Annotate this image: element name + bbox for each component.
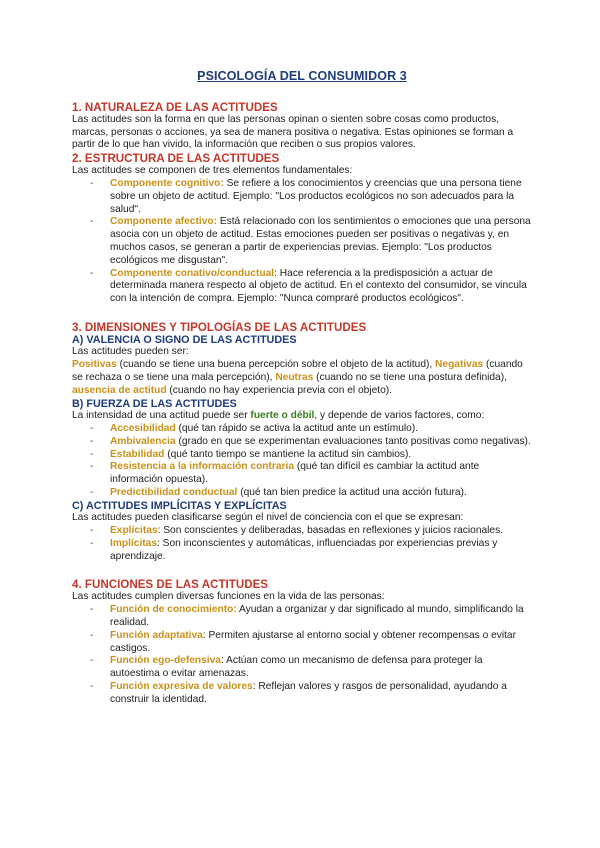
- intro-post: , y depende de varios factores, como:: [314, 410, 485, 422]
- section-3b-intro: [72, 410, 532, 423]
- section-4-heading: 4. FUNCIONES DE LAS ACTITUDES: [72, 578, 269, 592]
- list-item: - Función ego-defensiva: Actúan como un mecanismo de defensa para proteger la autoestima o evitar amenazas.: [90, 655, 483, 680]
- list-item-term: Estabilidad: [110, 448, 165, 460]
- list-item-text: : Reflejan valores y rasgos de personalidad, ayudando a construir la identidad.: [110, 680, 507, 705]
- list-item: - Implícitas: Son inconscientes y automáticas, influenciadas por experiencias previas y aprendizaje.: [90, 537, 498, 562]
- list-item: - Función adaptativa: Permiten ajustarse al entorno social y obtener recompensas o evitar castigos.: [90, 629, 516, 654]
- list-item-term: Accesibilidad: [110, 422, 176, 434]
- section-4-intro: Las actitudes cumplen diversas funciones en la vida de las personas:: [72, 591, 385, 603]
- section-2-heading: 2. ESTRUCTURA DE LAS ACTITUDES: [72, 152, 280, 166]
- list-item: - Ambivalencia (grado en que se experimentan evaluaciones tanto positivas como negativas).: [90, 435, 531, 447]
- list-item-term: Componente afectivo:: [110, 216, 217, 228]
- list-item: - Resistencia a la información contraria (qué tan difícil es cambiar la actitud ante información opuesta).: [90, 461, 480, 486]
- section-2-intro: Las actitudes se componen de tres elementos fundamentales:: [72, 165, 353, 177]
- list-item-term: Implícitas: [110, 537, 157, 549]
- list-item-term: Función adaptativa: [110, 629, 203, 641]
- list-item-text: : Permiten ajustarse al entorno social y obtener recompensas o evitar castigos.: [110, 629, 516, 654]
- section-3a-intro: Las actitudes pueden ser:: [72, 346, 189, 358]
- list-item: - Explícitas: Son conscientes y deliberadas, basadas en reflexiones y juicios racionales.: [90, 525, 504, 537]
- absence-text: (cuando no hay experiencia previa con el objeto).: [166, 384, 392, 396]
- absence-term: ausencia de actitud: [72, 384, 167, 396]
- list-item-term: Función de conocimiento:: [110, 604, 237, 616]
- list-item: - Componente afectivo: Está relacionado con los sentimientos o emociones que una persona asocia con un objeto de actitud. Estas emociones pueden ser positivas o negativas y, en muchos casos, se generan a partir de experiencias previas. Ejemplo: "Los productos ecológicos me disgustan".: [90, 216, 531, 266]
- negative-term: Negativas: [435, 359, 484, 371]
- section-4-list: [72, 604, 532, 706]
- negative-text: (cuando se rechaza o se tiene una mala percepción),: [72, 359, 523, 384]
- list-item-text: : Son conscientes y deliberadas, basadas en reflexiones y juicios racionales.: [157, 525, 504, 537]
- list-item-term: Predictibilidad conductual: [110, 486, 238, 498]
- strength-term: fuerte o débil: [250, 410, 315, 422]
- list-item-text: (qué tanto tiempo se mantiene la actitud sin cambios).: [164, 448, 412, 460]
- section-3a-text: [72, 359, 532, 397]
- list-item: - Componente cognitivo: Se refiere a los conocimientos y creencias que una persona tiene sobre un objeto de actitud. Ejemplo: "Los productos ecológicos no son adecuados para la salud".: [90, 177, 522, 215]
- list-item-term: Resistencia a la información contraria: [110, 461, 295, 473]
- list-item-term: Función expresiva de valores: [110, 680, 253, 692]
- list-item-text: : Son inconscientes y automáticas, influenciadas por experiencias previas y aprendizaje.: [110, 537, 498, 562]
- section-1-heading: 1. NATURALEZA DE LAS ACTITUDES: [72, 100, 278, 114]
- list-item-term: Ambivalencia: [110, 435, 176, 447]
- list-item-term: Función ego-defensiva: [110, 655, 221, 667]
- list-item-term: Componente cognitivo:: [110, 177, 224, 189]
- neutral-text: (cuando no se tiene una postura definida),: [313, 372, 507, 384]
- document-title: PSICOLOGÍA DEL CONSUMIDOR 3: [197, 69, 407, 83]
- list-item-text: Está relacionado con los sentimientos o emociones que una persona asocia con un objeto de actitud. Estas emociones pueden ser positivas o negativas y, en muchos casos, se generan a partir de experiencias previas. Ejemplo: "Los productos ecológicos me disgustan".: [110, 216, 531, 266]
- section-1-text: Las actitudes son la forma en que las personas opinan o sienten sobre cosas como productos, marcas, personas o acciones, ya sea de manera positiva o negativa. Estas opiniones se forman a partir de lo que han vivido, la información que reciben o sus propios valores.: [72, 113, 514, 151]
- section-2-list: [72, 178, 532, 306]
- document-page: [72, 70, 532, 707]
- list-item-term: Explícitas: [110, 525, 158, 537]
- section-3b-heading: B) FUERZA DE LAS ACTITUDES: [72, 397, 237, 410]
- list-item-term: Componente conativo/conductual: [110, 267, 275, 279]
- list-item-text: (grado en que se experimentan evaluaciones tanto positivas como negativas).: [175, 435, 531, 447]
- list-item-text: (qué tan bien predice la actitud una acción futura).: [237, 486, 467, 498]
- positive-text: (cuando se tiene una buena percepción sobre el objeto de la actitud),: [116, 359, 436, 371]
- list-item-text: : Actúan como un mecanismo de defensa para proteger la autoestima o evitar amenazas.: [110, 655, 483, 680]
- list-item: - Accesibilidad (qué tan rápido se activa la actitud ante un estímulo).: [90, 422, 419, 434]
- list-item-text: (qué tan rápido se activa la actitud ante un estímulo).: [175, 422, 419, 434]
- section-3a-heading: A) VALENCIA O SIGNO DE LAS ACTITUDES: [72, 333, 297, 346]
- list-item: - Componente conativo/conductual: Hace referencia a la predisposición a actuar de determinada manera respecto al objeto de actitud. En el contexto del consumidor, se vincula con la intención de compra. Ejemplo: "Nunca compraré productos ecológicos".: [90, 267, 527, 305]
- section-3b-list: [72, 423, 532, 500]
- list-item: - Predictibilidad conductual (qué tan bien predice la actitud una acción futura).: [90, 486, 467, 498]
- list-item: - Función expresiva de valores: Reflejan valores y rasgos de personalidad, ayudando a construir la identidad.: [90, 680, 507, 705]
- positive-term: Positivas: [72, 359, 117, 371]
- section-3c-heading: C) ACTITUDES IMPLÍCITAS Y EXPLÍCITAS: [72, 499, 287, 512]
- list-item-text: (qué tan difícil es cambiar la actitud ante información opuesta).: [110, 461, 480, 486]
- list-item: - Función de conocimiento: Ayudan a organizar y dar significado al mundo, simplificando la realidad.: [90, 604, 524, 628]
- section-3c-intro: Las actitudes pueden clasificarse según el nivel de conciencia con el que se expresan:: [72, 512, 464, 524]
- section-3c-list: [72, 525, 532, 563]
- list-item-text: Se refiere a los conocimientos y creencias que una persona tiene sobre un objeto de actitud. Ejemplo: "Los productos ecológicos no son adecuados para la salud".: [110, 177, 522, 215]
- neutral-term: Neutras: [275, 372, 314, 384]
- list-item-text: : Hace referencia a la predisposición a actuar de determinada manera respecto al objeto de actitud. En el contexto del consumidor, se vincula con la intención de compra. Ejemplo: "Nunca compraré productos ecológicos".: [110, 267, 527, 305]
- list-item-text: Ayudan a organizar y dar significado al mundo, simplificando la realidad.: [110, 604, 524, 628]
- list-item: - Estabilidad (qué tanto tiempo se mantiene la actitud sin cambios).: [90, 448, 412, 460]
- intro-pre: La intensidad de una actitud puede ser: [72, 410, 251, 422]
- section-3-heading: 3. DIMENSIONES Y TIPOLOGÍAS DE LAS ACTITUDES: [72, 320, 367, 334]
